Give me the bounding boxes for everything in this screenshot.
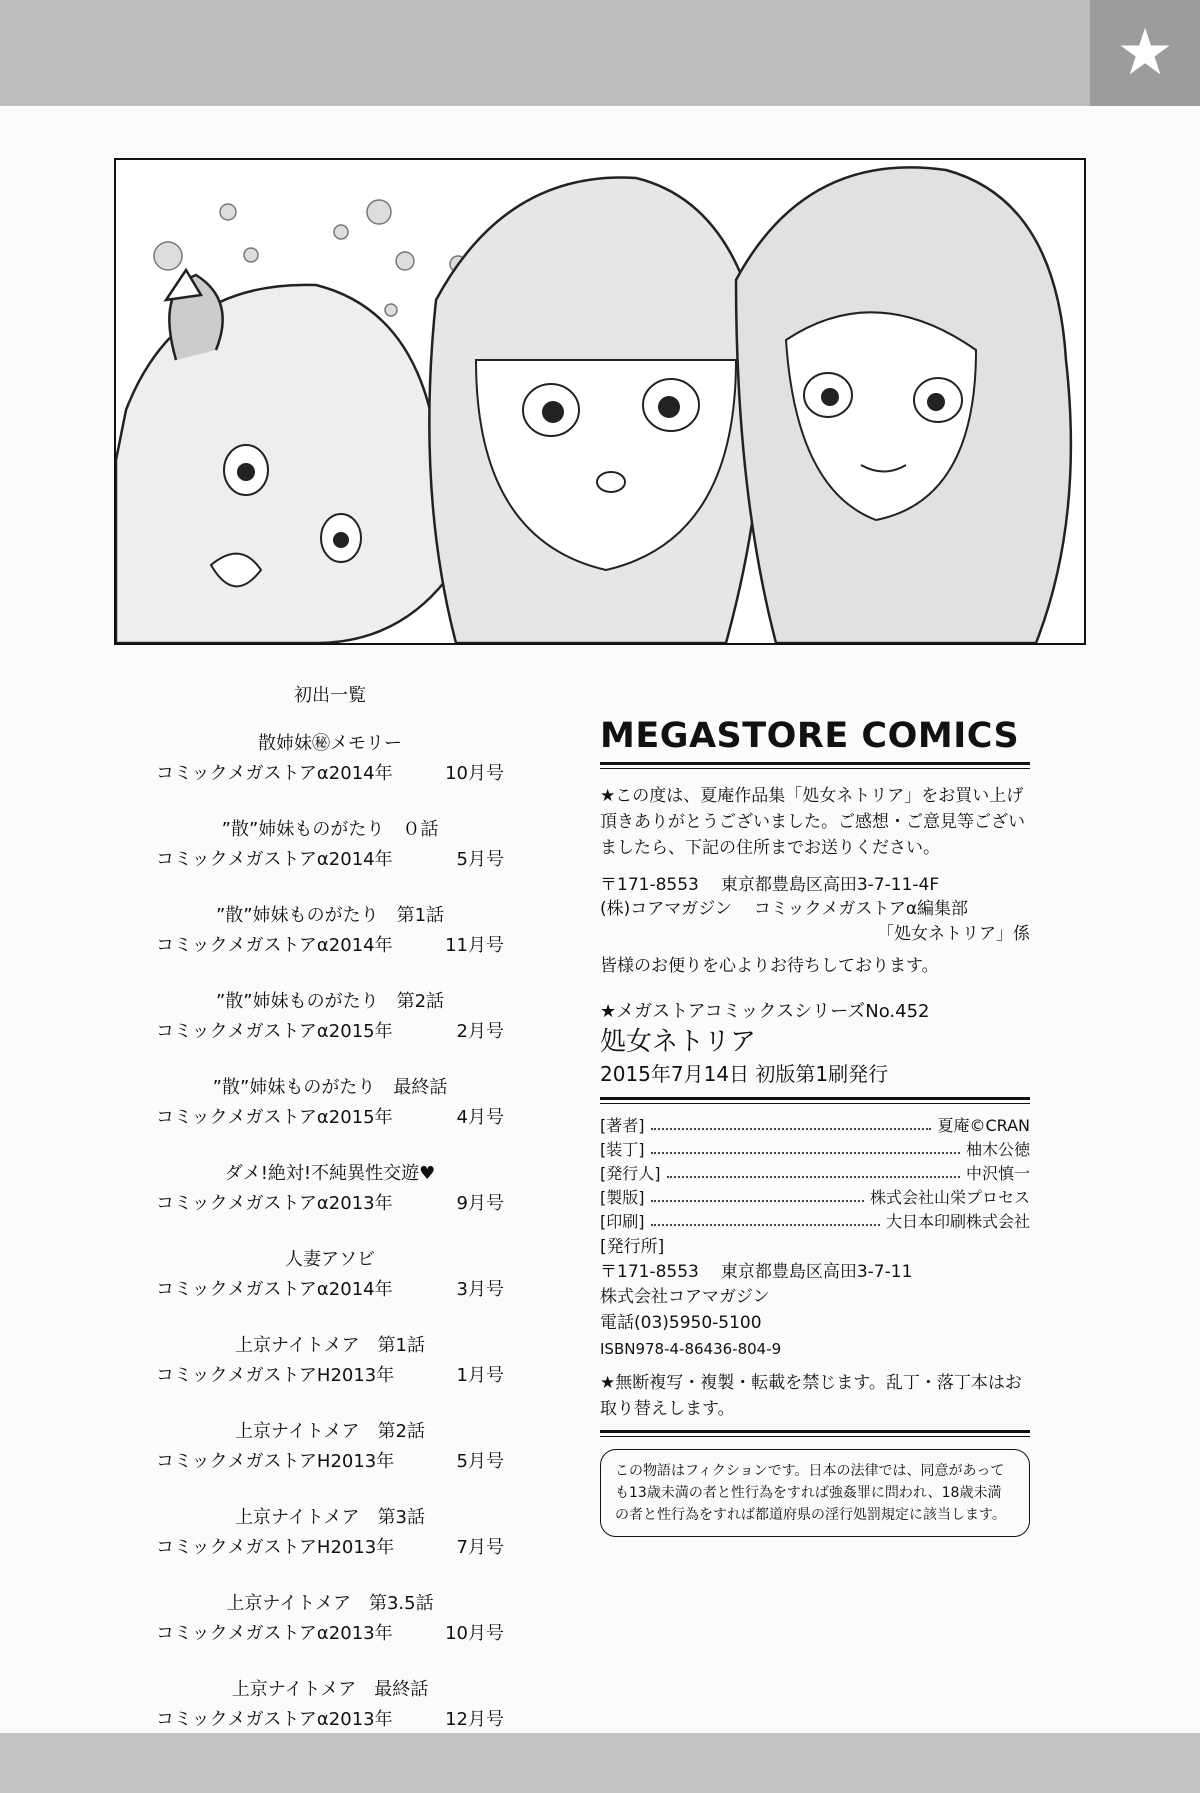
source-line [150, 1705, 510, 1735]
magazine-name: コミックメガストアα2014年 [156, 849, 393, 870]
colophon-block [600, 716, 1030, 1537]
issue: 5月号 [456, 849, 504, 870]
credit-name: 柚木公徳 [965, 1140, 1030, 1159]
source-line [150, 1447, 510, 1477]
story-title: ダメ!絶対!不純異性交遊♥ [224, 1163, 436, 1184]
story-title: 上京ナイトメア 最終話 [231, 1679, 429, 1700]
attention-line: 「処女ネトリア」係 [877, 924, 1030, 944]
story-title: 上京ナイトメア 第1話 [234, 1335, 425, 1356]
magazine-name: コミックメガストアα2015年 [156, 1021, 393, 1042]
story-title: ”散”姉妹ものがたり ０話 [221, 819, 439, 840]
credit-role: [印刷] [600, 1212, 645, 1231]
source-line [150, 1361, 510, 1391]
leader-dots [651, 1138, 960, 1154]
toc-entry [150, 1503, 510, 1563]
top-band [0, 0, 1200, 106]
bottom-band [0, 1733, 1200, 1793]
illustration-art [116, 160, 1084, 643]
issue: 4月号 [456, 1107, 504, 1128]
publisher-label: [発行所] [600, 1237, 665, 1257]
issue: 5月号 [456, 1451, 504, 1472]
toc-heading: 初出一覧 [294, 685, 366, 706]
fiction-notice: この物語はフィクションです。日本の法律では、同意があっても13歳未満の者と性行為をすれば強姦罪に問われ、18歳未満の者と性行為をすれば都道府県の淫行処罰規定に該当します。 [600, 1449, 1030, 1537]
leader-dots [667, 1162, 960, 1178]
source-line [150, 759, 510, 789]
toc-entry [150, 729, 510, 789]
credit-row [600, 1114, 1030, 1138]
magazine-name: コミックメガストアα2013年 [156, 1709, 393, 1730]
magazine-name: コミックメガストアα2014年 [156, 763, 393, 784]
story-title: ”散”姉妹ものがたり 第1話 [215, 905, 445, 926]
source-line [150, 1103, 510, 1133]
story-title: 散姉妹㊙メモリー [258, 733, 402, 754]
leader-dots [651, 1114, 932, 1130]
credit-role: [装丁] [600, 1140, 645, 1159]
story-title: 上京ナイトメア 第2話 [234, 1421, 425, 1442]
leader-dots [651, 1210, 880, 1226]
magazine-name: コミックメガストアH2013年 [156, 1365, 395, 1386]
toc-entry [150, 1073, 510, 1133]
company-name: (株)コアマガジン [600, 899, 732, 919]
toc-entry [150, 901, 510, 961]
magazine-name: コミックメガストアα2013年 [156, 1623, 393, 1644]
book-title: 処女ネトリア [600, 1027, 757, 1057]
magazine-name: コミックメガストアα2013年 [156, 1193, 393, 1214]
divider [600, 1097, 1030, 1100]
publisher-postal: 〒171-8553 [600, 1262, 699, 1282]
toc-entry [150, 1245, 510, 1305]
toc-entry [150, 987, 510, 1047]
first-appearance-list [150, 681, 510, 1761]
publisher-phone: 電話(03)5950-5100 [600, 1313, 762, 1333]
toc-entry [150, 1159, 510, 1219]
credit-role: [著者] [600, 1116, 645, 1135]
divider [600, 768, 1030, 769]
thanks-text: ★この度は、夏庵作品集「処女ネトリア」をお買い上げ頂きありがとうございました。ご感想・ご意見等ございましたら、下記の住所までお送りください。 [600, 786, 1025, 858]
source-line [150, 1017, 510, 1047]
source-line [150, 931, 510, 961]
issue: 1月号 [456, 1365, 504, 1386]
divider [600, 1103, 1030, 1104]
toc-entry [150, 1417, 510, 1477]
source-line [150, 1533, 510, 1563]
brand-logo: MEGASTORE COMICS [600, 716, 1030, 765]
toc-entry [150, 1675, 510, 1735]
divider [600, 1436, 1030, 1437]
series-number: ★メガストアコミックスシリーズNo.452 [600, 1001, 930, 1022]
colophon-page [0, 106, 1200, 1733]
issue: 7月号 [456, 1537, 504, 1558]
await-message: 皆様のお便りを心よりお待ちしております。 [600, 956, 939, 976]
issue: 3月号 [456, 1279, 504, 1300]
story-title: ”散”姉妹ものがたり 最終話 [212, 1077, 448, 1098]
issue: 10月号 [445, 1623, 504, 1644]
magazine-name: コミックメガストアH2013年 [156, 1451, 395, 1472]
credit-name: 株式会社山栄プロセス [869, 1188, 1030, 1207]
magazine-name: コミックメガストアα2014年 [156, 935, 393, 956]
credit-row [600, 1138, 1030, 1162]
credit-role: [発行人] [600, 1164, 661, 1183]
credit-name: 大日本印刷株式会社 [885, 1212, 1030, 1231]
credit-role: [製版] [600, 1188, 645, 1207]
source-line [150, 1619, 510, 1649]
publisher-address: 東京都豊島区高田3-7-11 [720, 1262, 913, 1282]
copyright-notice: ★無断複写・複製・転載を禁じます。乱丁・落丁本はお取り替えします。 [600, 1373, 1022, 1419]
credit-row [600, 1210, 1030, 1234]
toc-entry [150, 1589, 510, 1649]
credit-row [600, 1186, 1030, 1210]
isbn: ISBN978-4-86436-804-9 [600, 1340, 782, 1358]
credit-row [600, 1162, 1030, 1186]
source-line [150, 1275, 510, 1305]
department: コミックメガストアα編集部 [753, 899, 969, 919]
story-title: 人妻アソビ [285, 1249, 375, 1270]
story-title: 上京ナイトメア 第3話 [234, 1507, 425, 1528]
story-title: 上京ナイトメア 第3.5話 [226, 1593, 434, 1614]
source-line [150, 1189, 510, 1219]
issue: 12月号 [445, 1709, 504, 1730]
toc-entry [150, 1331, 510, 1391]
postal-code: 〒171-8553 [600, 875, 699, 895]
credit-name: 中沢慎一 [965, 1164, 1030, 1183]
magazine-name: コミックメガストアH2013年 [156, 1537, 395, 1558]
address: 東京都豊島区高田3-7-11-4F [720, 875, 940, 895]
issue: 2月号 [456, 1021, 504, 1042]
leader-dots [651, 1186, 864, 1202]
credit-name: 夏庵©CRAN [937, 1116, 1030, 1135]
cover-illustration [114, 158, 1086, 645]
issue: 9月号 [456, 1193, 504, 1214]
toc-entry [150, 815, 510, 875]
publication-date: 2015年7月14日 初版第1刷発行 [600, 1062, 889, 1086]
publisher-company: 株式会社コアマガジン [600, 1287, 770, 1307]
magazine-name: コミックメガストアα2015年 [156, 1107, 393, 1128]
source-line [150, 845, 510, 875]
magazine-name: コミックメガストアα2014年 [156, 1279, 393, 1300]
star-icon: ★ [1090, 0, 1200, 106]
story-title: ”散”姉妹ものがたり 第2話 [215, 991, 445, 1012]
issue: 11月号 [445, 935, 504, 956]
divider [600, 1430, 1030, 1433]
issue: 10月号 [445, 763, 504, 784]
